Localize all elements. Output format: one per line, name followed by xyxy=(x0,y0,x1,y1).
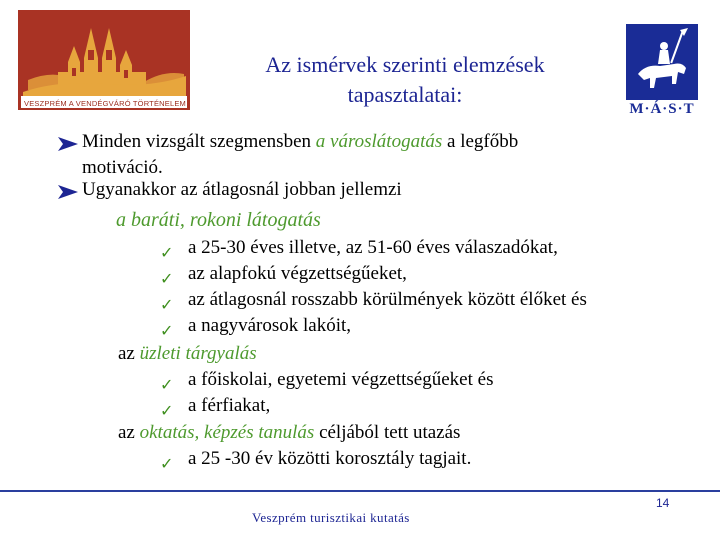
bullet-1-line-1 xyxy=(82,129,518,155)
arrow-bullet-icon xyxy=(58,137,78,151)
veszprem-logo xyxy=(18,10,190,110)
group-3-heading xyxy=(118,420,460,446)
checkmark-icon: ✓ xyxy=(160,375,174,394)
group-1-heading: a baráti, rokoni látogatás xyxy=(116,209,321,231)
group-3-prefix: az xyxy=(118,422,140,443)
arrow-bullet-icon xyxy=(58,185,78,199)
page-title xyxy=(205,50,605,110)
group-1-item: a 25-30 éves illetve, az 51-60 éves válaszadókat, xyxy=(188,237,558,258)
page-number: 14 xyxy=(656,496,670,510)
checkmark-icon: ✓ xyxy=(160,243,174,262)
horseman-icon xyxy=(626,24,698,100)
bullet-2-text: Ugyanakkor az átlagosnál jobban jellemzi xyxy=(82,179,402,200)
checkmark-icon: ✓ xyxy=(160,295,174,314)
bullet-1-line-2: motiváció. xyxy=(82,157,163,178)
group-2-item: a férfiakat, xyxy=(188,395,271,416)
group-1-item: az alapfokú végzettségűeket, xyxy=(188,263,407,284)
group-3-suffix: céljából tett utazás xyxy=(314,422,461,443)
group-2-heading xyxy=(118,341,257,367)
group-3-highlight: oktatás, képzés tanulás xyxy=(139,422,315,443)
logo-caption: VESZPRÉM A VENDÉGVÁRÓ TÖRTÉNELEM xyxy=(24,99,186,108)
checkmark-icon: ✓ xyxy=(160,401,174,420)
footer-text: Veszprém turisztikai kutatás xyxy=(252,510,410,525)
title-line-1: Az ismérvek szerinti elemzések xyxy=(265,52,545,77)
castle-silhouette-icon xyxy=(18,10,190,110)
mast-logo xyxy=(626,24,698,120)
group-1-item: az átlagosnál rosszabb körülmények között élőket és xyxy=(188,289,587,310)
footer-divider xyxy=(0,490,720,492)
group-2-highlight: üzleti tárgyalás xyxy=(139,343,257,364)
group-2-item: a főiskolai, egyetemi végzettségűeket és xyxy=(188,369,494,390)
bullet-1-text: Minden vizsgált szegmensben xyxy=(82,131,316,152)
bullet-1-text-end: a legfőbb xyxy=(442,131,519,152)
checkmark-icon: ✓ xyxy=(160,269,174,288)
checkmark-icon: ✓ xyxy=(160,454,174,473)
bullet-1-highlight: a városlátogatás xyxy=(315,131,443,152)
title-line-2: tapasztalatai: xyxy=(347,82,463,107)
group-3-item: a 25 -30 év közötti korosztály tagjait. xyxy=(188,448,472,469)
checkmark-icon: ✓ xyxy=(160,321,174,340)
group-2-prefix: az xyxy=(118,343,140,364)
group-1-item: a nagyvárosok lakóit, xyxy=(188,315,352,336)
mast-logo-text: M·Á·S·T xyxy=(629,101,695,117)
